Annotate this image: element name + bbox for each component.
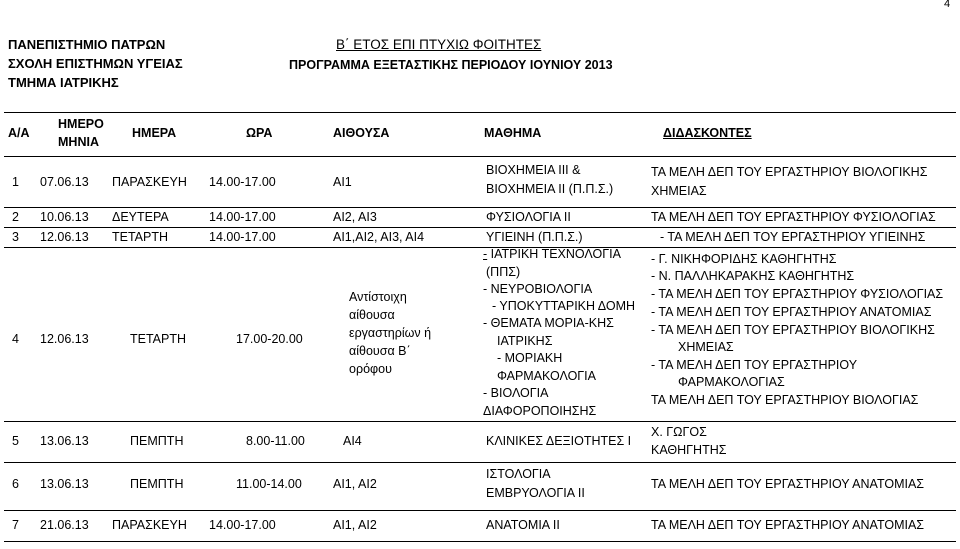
program-title: ΠΡΟΓΡΑΜΜΑ ΕΞΕΤΑΣΤΙΚΗΣ ΠΕΡΙΟΔΟΥ ΙΟΥΝΙΟΥ 2013 xyxy=(289,58,613,72)
row-time: 14.00-17.00 xyxy=(209,518,276,532)
table-bottom-border xyxy=(4,541,956,542)
row-instructor-line: ΤΑ ΜΕΛΗ ΔΕΠ ΤΟΥ ΕΡΓΑΣΤΗΡΙΟΥ ΦΥΣΙΟΛΟΓΙΑΣ xyxy=(651,210,936,224)
row-time: 14.00-17.00 xyxy=(209,210,276,224)
row-course-line: ΒΙΟΧΗΜΕΙΑ ΙΙ (Π.Π.Σ.) xyxy=(486,182,614,196)
row-room-line: Αντίστοιχη xyxy=(349,290,407,304)
row-day: ΤΕΤΑΡΤΗ xyxy=(112,230,169,244)
row-instructor-line: ΤΑ ΜΕΛΗ ΔΕΠ ΤΟΥ ΕΡΓΑΣΤΗΡΙΟΥ ΒΙΟΛΟΓΙΑΣ xyxy=(651,393,919,407)
row-course-line: ΥΓΙΕΙΝΗ (Π.Π.Σ.) xyxy=(486,230,583,244)
row-day: ΔΕΥΤΕΡΑ xyxy=(112,210,169,224)
row-day: ΠΑΡΑΣΚΕΥΗ xyxy=(112,175,187,189)
header-time: ΩΡΑ xyxy=(246,126,273,140)
row-number: 5 xyxy=(12,434,19,448)
row-instructor-line: ΦΑΡΜΑΚΟΛΟΓΙΑΣ xyxy=(678,375,785,389)
page-number: 4 xyxy=(944,0,951,10)
header-row-border xyxy=(4,156,956,157)
row-room-line: αίθουσα Β΄ xyxy=(349,344,411,358)
row-course-line: ΦΥΣΙΟΛΟΓΙΑ ΙΙ xyxy=(486,210,571,224)
header-course: ΜΑΘΗΜΑ xyxy=(484,126,542,140)
row-day: ΠΕΜΠΤΗ xyxy=(130,477,184,491)
row-border xyxy=(4,510,956,511)
row-instructor-line: - Ν. ΠΑΛΛΗΚΑΡΑΚΗΣ ΚΑΘΗΓΗΤΗΣ xyxy=(651,269,855,283)
row-course-line: ΒΙΟΧΗΜΕΙΑ ΙΙΙ & xyxy=(486,163,581,177)
row-instructor-line: ΧΗΜΕΙΑΣ xyxy=(678,340,734,354)
row-number: 1 xyxy=(12,175,19,189)
row-number: 4 xyxy=(12,332,19,346)
row-room: ΑΙ1,ΑΙ2, ΑΙ3, ΑΙ4 xyxy=(333,230,425,244)
row-instructor-line: ΚΑΘΗΓΗΤΗΣ xyxy=(651,443,727,457)
row-instructor-line: ΧΗΜΕΙΑΣ xyxy=(651,184,707,198)
row-room: ΑΙ2, ΑΙ3 xyxy=(333,210,377,224)
row-course-line: ΦΑΡΜΑΚΟΛΟΓΙΑ xyxy=(497,369,596,383)
row-course-line: ΕΜΒΡΥΟΛΟΓΙΑ ΙΙ xyxy=(486,486,585,500)
row-time: 8.00-11.00 xyxy=(246,434,305,448)
row-course-line: - ΝΕΥΡΟΒΙΟΛΟΓΙΑ xyxy=(483,282,593,296)
row-course-line: - ΘΕΜΑΤΑ ΜΟΡΙΑ-ΚΗΣ xyxy=(483,316,614,330)
row-course-line: - ΜΟΡΙΑΚΗ xyxy=(497,351,563,365)
row-course-line: ΑΝΑΤΟΜΙΑ ΙΙ xyxy=(486,518,560,532)
row-number: 7 xyxy=(12,518,19,532)
row-instructor-line: Χ. ΓΩΓΟΣ xyxy=(651,425,707,439)
header-date-line1: ΗΜΕΡΟ xyxy=(58,117,104,131)
row-instructor-line: - ΤΑ ΜΕΛΗ ΔΕΠ ΤΟΥ ΕΡΓΑΣΤΗΡΙΟΥ xyxy=(651,358,858,372)
row-date: 13.06.13 xyxy=(40,477,89,491)
department-name: ΤΜΗΜΑ ΙΑΤΡΙΚΗΣ xyxy=(8,75,119,90)
row-day: ΤΕΤΑΡΤΗ xyxy=(130,332,187,346)
row-date: 07.06.13 xyxy=(40,175,89,189)
row-instructor-line: ΤΑ ΜΕΛΗ ΔΕΠ ΤΟΥ ΕΡΓΑΣΤΗΡΙΟΥ ΑΝΑΤΟΜΙΑΣ xyxy=(651,477,925,491)
row-course-line: ΙΣΤΟΛΟΓΙΑ xyxy=(486,467,551,481)
row-instructor-line: - ΤΑ ΜΕΛΗ ΔΕΠ ΤΟΥ ΕΡΓΑΣΤΗΡΙΟΥ ΥΓΙΕΙΝΗΣ xyxy=(660,230,926,244)
row-date: 10.06.13 xyxy=(40,210,89,224)
row-room: ΑΙ4 xyxy=(343,434,362,448)
row-instructor-line: ΤΑ ΜΕΛΗ ΔΕΠ ΤΟΥ ΕΡΓΑΣΤΗΡΙΟΥ ΒΙΟΛΟΓΙΚΗΣ xyxy=(651,165,928,179)
row-day: ΠΕΜΠΤΗ xyxy=(130,434,184,448)
row-date: 13.06.13 xyxy=(40,434,89,448)
row-time: 14.00-17.00 xyxy=(209,230,276,244)
row-room: ΑΙ1, ΑΙ2 xyxy=(333,477,377,491)
row-time: 14.00-17.00 xyxy=(209,175,276,189)
row-course-line: ΚΛΙΝΙΚΕΣ ΔΕΞΙΟΤΗΤΕΣ Ι xyxy=(486,434,632,448)
table-top-border xyxy=(4,112,956,113)
header-date-line2: ΜΗΝΙΑ xyxy=(58,135,99,149)
row-instructor-line: - ΤΑ ΜΕΛΗ ΔΕΠ ΤΟΥ ΕΡΓΑΣΤΗΡΙΟΥ ΑΝΑΤΟΜΙΑΣ xyxy=(651,305,932,319)
header-aa: Α/Α xyxy=(8,126,30,140)
row-date: 12.06.13 xyxy=(40,332,89,346)
row-course-line: - ΒΙΟΛΟΓΙΑ xyxy=(483,386,549,400)
row-course-line: (ΠΠΣ) xyxy=(486,265,521,279)
row-room: ΑΙ1 xyxy=(333,175,352,189)
row-day: ΠΑΡΑΣΚΕΥΗ xyxy=(112,518,187,532)
university-name: ΠΑΝΕΠΙΣΤΗΜΙΟ ΠΑΤΡΩΝ xyxy=(8,37,166,52)
row-instructor-line: ΤΑ ΜΕΛΗ ΔΕΠ ΤΟΥ ΕΡΓΑΣΤΗΡΙΟΥ ΑΝΑΤΟΜΙΑΣ xyxy=(651,518,925,532)
row-room-line: εργαστηρίων ή xyxy=(349,326,432,340)
row-course-line: ΔΙΑΦΟΡΟΠΟΙΗΣΗΣ xyxy=(483,404,597,418)
header-day: ΗΜΕΡΑ xyxy=(132,126,177,140)
row-number: 2 xyxy=(12,210,19,224)
row-room-line: αίθουσα xyxy=(349,308,395,322)
year-title: Β΄ ΕΤΟΣ ΕΠΙ ΠΤΥΧΙΩ ΦΟΙΤΗΤΕΣ xyxy=(336,37,542,52)
row-instructor-line: - Γ. ΝΙΚΗΦΟΡΙΔΗΣ ΚΑΘΗΓΗΤΗΣ xyxy=(651,252,837,266)
row-course-line: - ΙΑΤΡΙΚΗ ΤΕΧΝΟΛΟΓΙΑ xyxy=(483,247,621,261)
row-date: 21.06.13 xyxy=(40,518,89,532)
row-room-line: ορόφου xyxy=(349,362,392,376)
row-number: 3 xyxy=(12,230,19,244)
row-border xyxy=(4,421,956,422)
school-name: ΣΧΟΛΗ ΕΠΙΣΤΗΜΩΝ ΥΓΕΙΑΣ xyxy=(8,56,183,71)
row-number: 6 xyxy=(12,477,19,491)
course-text: ΙΑΤΡΙΚΗ ΤΕΧΝΟΛΟΓΙΑ xyxy=(487,247,621,261)
row-date: 12.06.13 xyxy=(40,230,89,244)
row-instructor-line: - ΤΑ ΜΕΛΗ ΔΕΠ ΤΟΥ ΕΡΓΑΣΤΗΡΙΟΥ ΒΙΟΛΟΓΙΚΗΣ xyxy=(651,323,935,337)
header-room: ΑΙΘΟΥΣΑ xyxy=(333,126,390,140)
row-instructor-line: - ΤΑ ΜΕΛΗ ΔΕΠ ΤΟΥ ΕΡΓΑΣΤΗΡΙΟΥ ΦΥΣΙΟΛΟΓΙΑΣ xyxy=(651,287,944,301)
row-course-line: ΙΑΤΡΙΚΗΣ xyxy=(497,334,553,348)
row-time: 17.00-20.00 xyxy=(236,332,303,346)
row-border xyxy=(4,247,956,248)
row-course-line: - ΥΠΟΚΥΤΤΑΡΙΚΗ ΔΟΜΗ xyxy=(492,299,636,313)
row-border xyxy=(4,462,956,463)
row-room: ΑΙ1, ΑΙ2 xyxy=(333,518,377,532)
header-instructors: ΔΙΔΑΣΚΟΝΤΕΣ xyxy=(663,126,752,140)
row-time: 11.00-14.00 xyxy=(236,477,302,491)
